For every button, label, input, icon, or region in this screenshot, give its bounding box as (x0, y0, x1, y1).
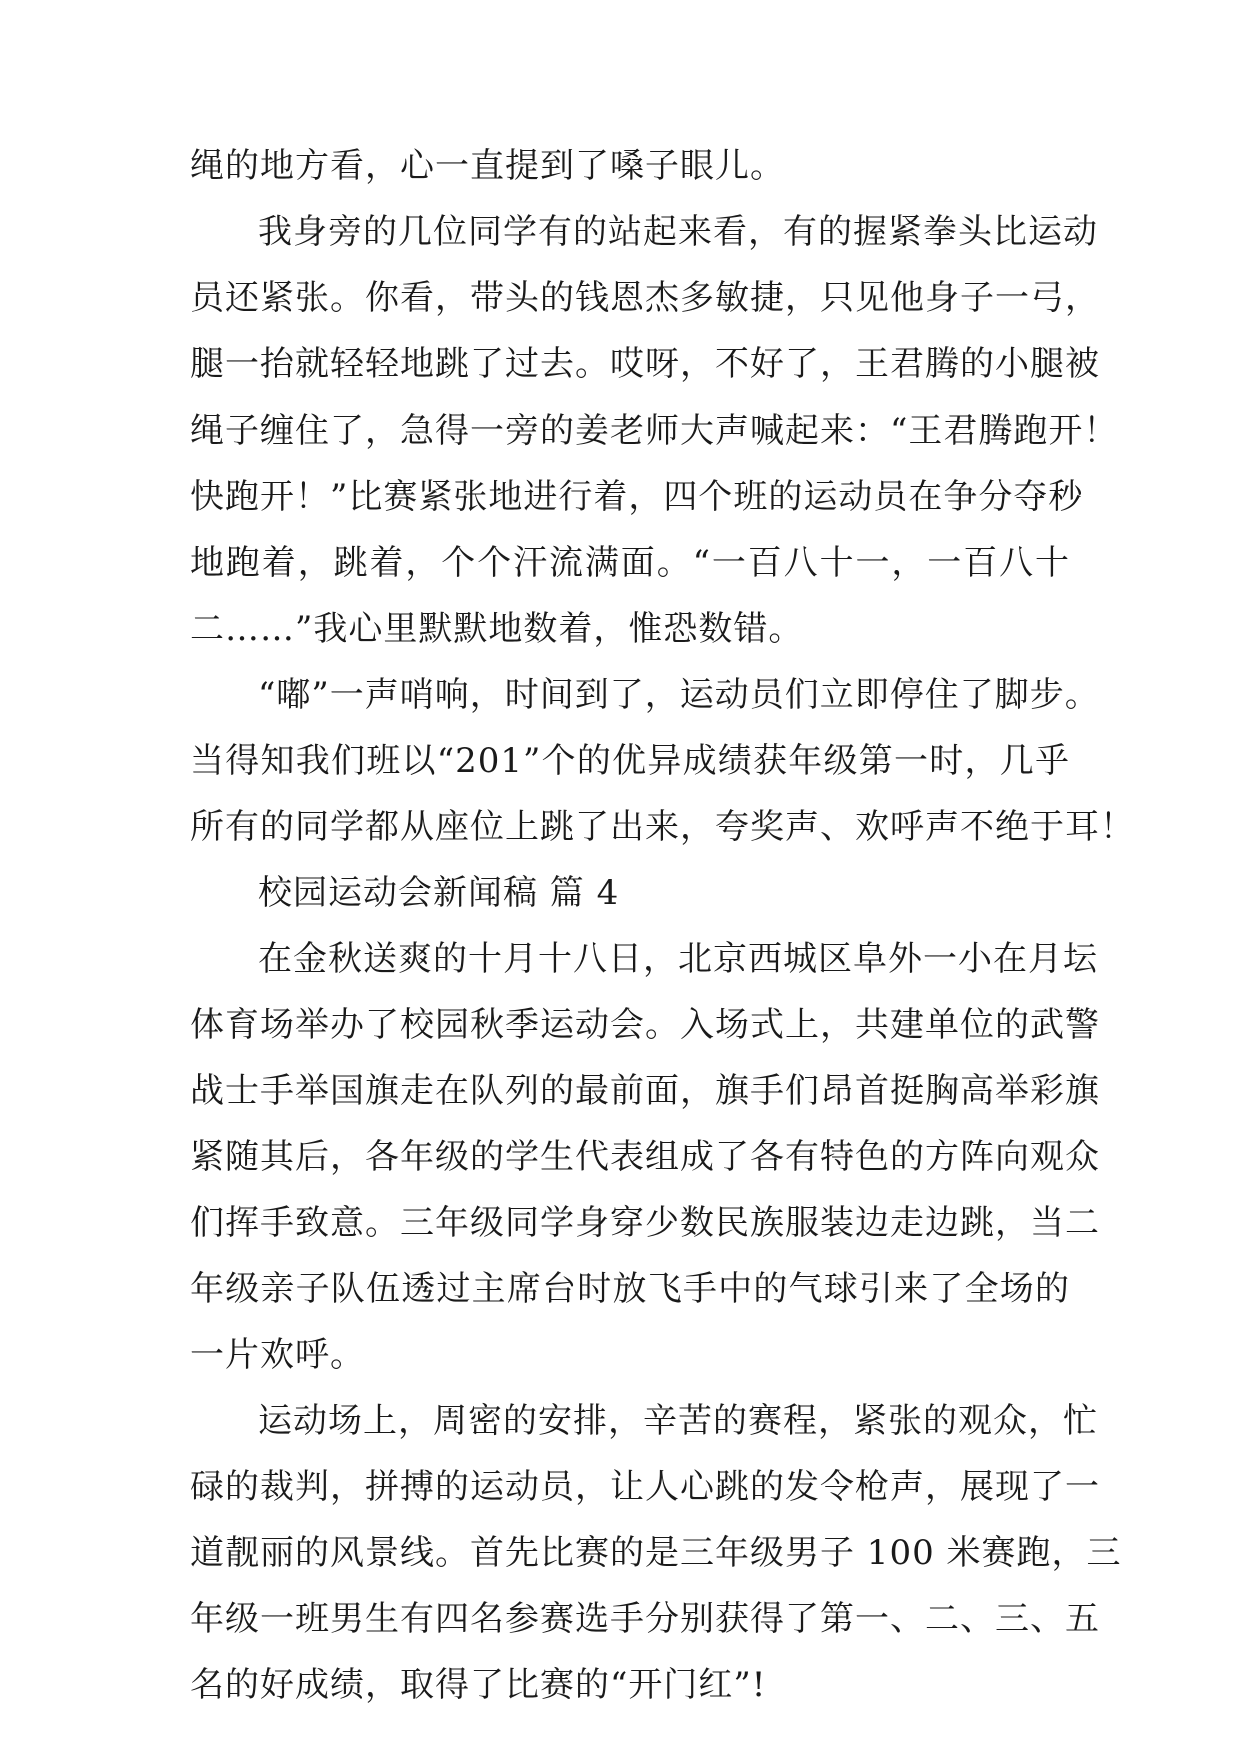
text-line: 碌的裁判，拼搏的运动员，让人心跳的发令枪声，展现了一 (190, 1467, 1100, 1507)
text-line: “嘟”一声哨响，时间到了，运动员们立即停住了脚步。 (258, 675, 1100, 715)
text-line: 绳子缠住了，急得一旁的姜老师大声喊起来：“王君腾跑开！ (190, 411, 1119, 451)
text-line: 在金秋送爽的十月十八日，北京西城区阜外一小在月坛 (258, 939, 1098, 979)
text-line: 当得知我们班以“201”个的优异成绩获年级第一时，几乎 (190, 741, 1070, 781)
text-line: 我身旁的几位同学有的站起来看，有的握紧拳头比运动 (258, 212, 1098, 252)
text-line: 年级亲子队伍透过主席台时放飞手中的气球引来了全场的 (190, 1269, 1070, 1309)
text-line: 绳的地方看，心一直提到了嗓子眼儿。 (190, 146, 785, 186)
text-line: 一片欢呼。 (190, 1335, 365, 1375)
text-line: 员还紧张。你看，带头的钱恩杰多敏捷，只见他身子一弓， (190, 278, 1100, 318)
text-line: 地跑着，跳着，个个汗流满面。“一百八十一，一百八十 (190, 543, 1070, 583)
section-heading: 校园运动会新闻稿 篇 4 (258, 873, 620, 913)
text-line: 腿一抬就轻轻地跳了过去。哎呀，不好了，王君腾的小腿被 (190, 344, 1100, 384)
text-line: 运动场上，周密的安排，辛苦的赛程，紧张的观众，忙 (258, 1401, 1098, 1441)
text-line: 所有的同学都从座位上跳了出来，夸奖声、欢呼声不绝于耳！ (190, 807, 1135, 847)
text-line: 紧随其后，各年级的学生代表组成了各有特色的方阵向观众 (190, 1137, 1100, 1177)
text-line: 年级一班男生有四名参赛选手分别获得了第一、二、三、五 (190, 1599, 1100, 1639)
text-line: 名的好成绩，取得了比赛的“开门红”! (190, 1665, 767, 1705)
text-line: 们挥手致意。三年级同学身穿少数民族服装边走边跳，当二 (190, 1203, 1100, 1243)
text-line: 快跑开！”比赛紧张地进行着，四个班的运动员在争分夺秒 (190, 477, 1084, 517)
text-line: 战士手举国旗走在队列的最前面，旗手们昂首挺胸高举彩旗 (190, 1071, 1100, 1111)
text-line: 体育场举办了校园秋季运动会。入场式上，共建单位的武警 (190, 1005, 1100, 1045)
text-line: 道靓丽的风景线。首先比赛的是三年级男子 100 米赛跑，三 (190, 1533, 1122, 1573)
text-line: 二……”我心里默默地数着，惟恐数错。 (190, 609, 804, 649)
